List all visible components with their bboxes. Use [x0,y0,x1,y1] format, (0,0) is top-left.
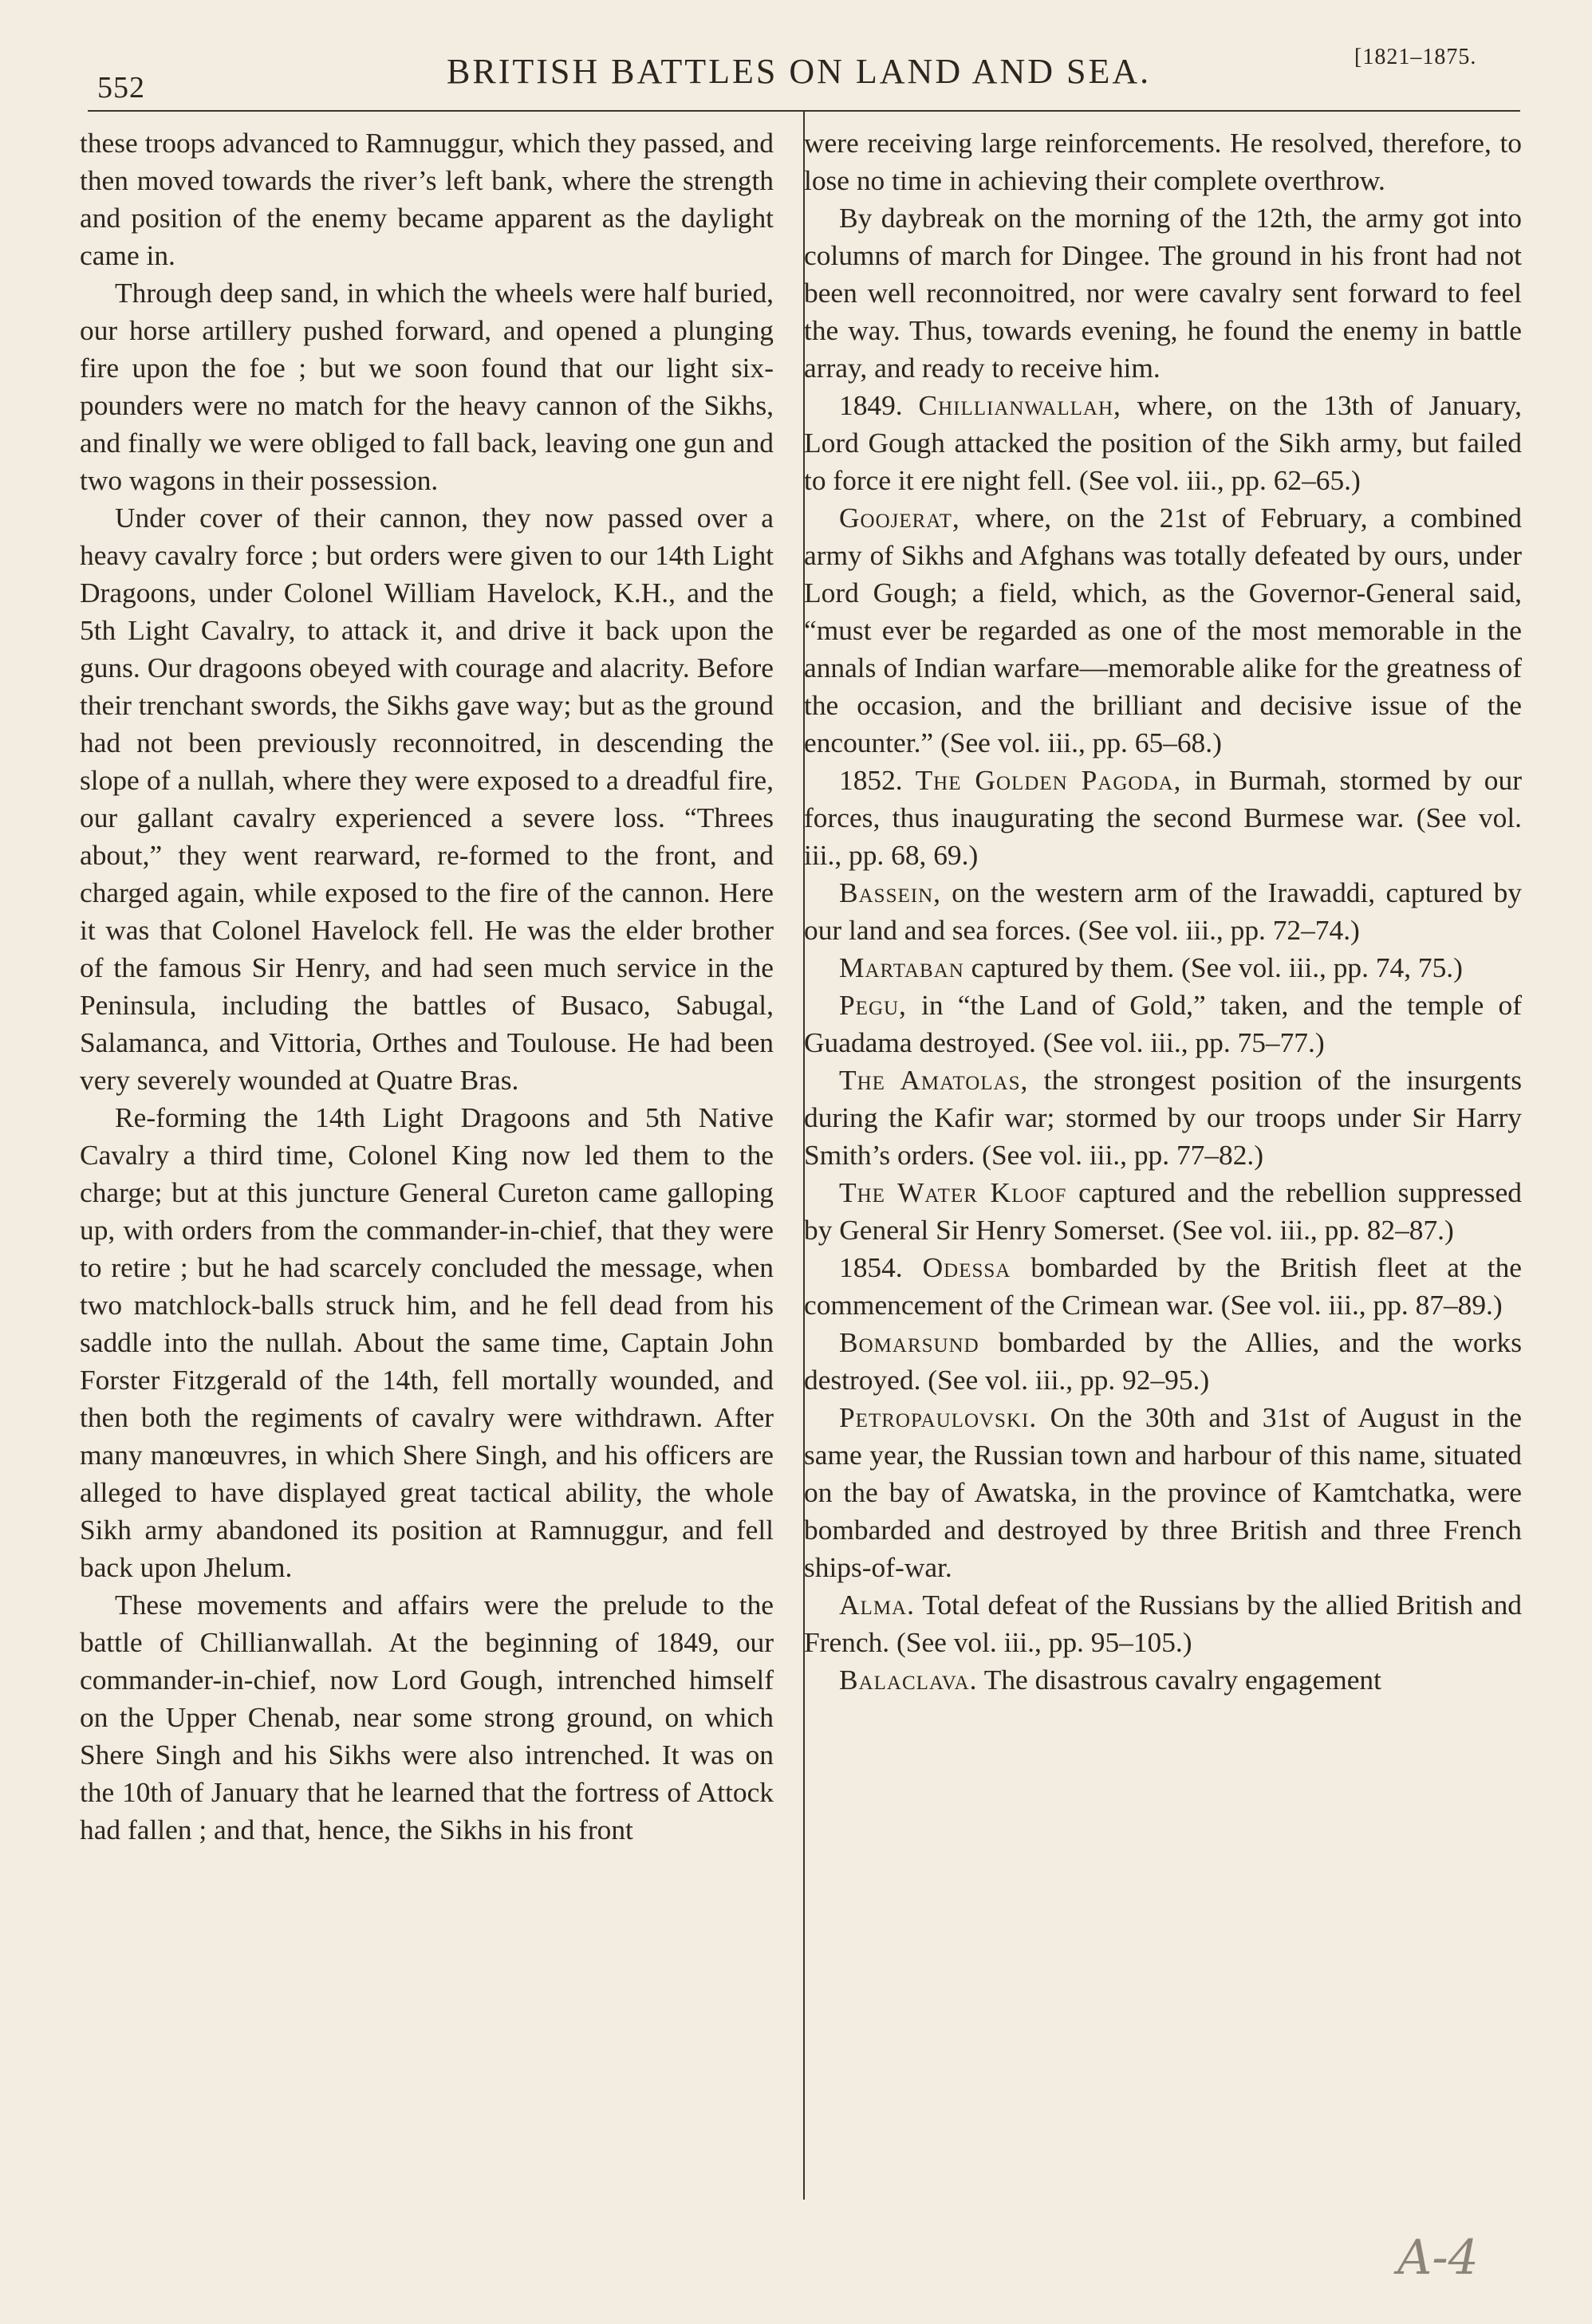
entry-text: On the 30th and 31st of August in the same year, the Russian town and harbour of this name, situated on the bay of Awatska, in the province of Kamtchatka, were bombarded and destroyed by three British and three French ships-of-war. [804,1401,1522,1583]
battle-name: Odessa [922,1251,1011,1283]
paragraph: Re-forming the 14th Light Dragoons and 5th Native Cavalry a third time, Colonel King now led them to the charge; but at this juncture General Cureton came galloping up, with orders from the commander-in-chief, that they were to retire ; but he had scarcely concluded the message, when two matchlock-balls struck him, and he fell dead from his saddle into the nullah. About the same time, Captain John Forster Fitzgerald of the 14th, fell mortally wounded, and then both the regiments of cavalry were withdrawn. After many manœuvres, in which Shere Singh, and his officers are alleged to have displayed great tactical ability, the whole Sikh army abandoned its position at Ramnuggur, and fell back upon Jhelum. [80,1101,774,1583]
battle-entry [804,1174,1522,1249]
battle-entry [804,1661,1522,1699]
battle-entry [804,1249,1522,1324]
paragraph: these troops advanced to Ramnuggur, which they passed, and then moved towards the river’s left bank, where the strength and position of the enemy became apparent as the daylight came in. [80,127,774,271]
entry-text: Total defeat of the Russians by the allied British and French. (See vol. iii., pp. 95–105.) [804,1589,1522,1658]
entry-text: captured by them. (See vol. iii., pp. 74, 75.) [971,951,1463,983]
date-range: [1821–1875. [1354,45,1477,69]
entry-year: 1849. [839,389,903,421]
battle-entry [804,1399,1522,1586]
paragraph: were receiving large reinforcements. He resolved, therefore, to lose no time in achieving their complete overthrow. [804,127,1522,196]
battle-entry [804,949,1522,987]
entry-text: in Burmah, stormed by our forces, thus inaugurating the second Burmese war. (See vol. iii., pp. 68, 69.) [804,764,1522,871]
battle-name: Bassein, [839,876,941,908]
entry-text: bombarded by the Allies, and the works destroyed. (See vol. iii., pp. 92–95.) [804,1326,1522,1396]
battle-name: Goojerat, [839,502,960,534]
handwritten-annotation: A-4 [1397,2230,1479,2286]
right-column [804,124,1522,1699]
battle-entry [804,987,1522,1062]
battle-name: Petropaulovski. [839,1401,1038,1433]
battle-name: The Amatolas, [839,1064,1029,1096]
battle-name: Alma. [839,1589,915,1621]
paragraph: Through deep sand, in which the wheels were half buried, our horse artillery pushed forward, and opened a plunging fire upon the foe ; but we soon found that our light six-pounders were no match for the heavy cannon of the Sikhs, and finally we were obliged to fall back, leaving one gun and two wagons in their possession. [80,277,774,496]
paragraph: These movements and affairs were the prelude to the battle of Chillianwallah. At the beginning of 1849, our commander-in-chief, now Lord Gough, intrenched himself on the Upper Chenab, near some strong ground, on which Shere Singh and his Sikhs were also intrenched. It was on the 10th of January that he learned that the fortress of Attock had fallen ; and that, hence, the Sikhs in his front [80,1589,774,1845]
battle-entry [804,387,1522,499]
entry-text: The disastrous cavalry engagement [983,1664,1381,1696]
battle-entry [804,1586,1522,1661]
entry-text: where, on the 13th of January, Lord Gough attacked the position of the Sikh army, but failed to force it ere night fell. (See vol. iii., pp. 62–65.) [804,389,1522,496]
left-column [80,124,774,1849]
battle-entry [804,762,1522,874]
battle-name: Martaban [839,951,964,983]
battle-entry [804,1324,1522,1399]
paragraph: Under cover of their cannon, they now passed over a heavy cavalry force ; but orders were given to our 14th Light Dragoons, under Colonel William Havelock, K.H., and the 5th Light Cavalry, to attack it, and drive it back upon the guns. Our dragoons obeyed with courage and alacrity. Before their trenchant swords, the Sikhs gave way; but as the ground had not been previously reconnoitred, in descending the slope of a nullah, where they were exposed to a dreadful fire, our gallant cavalry experienced a severe loss. “Threes about,” they went rearward, re-formed to the front, and charged again, while exposed to the fire of the cannon. Here it was that Colonel Havelock fell. He was the elder brother of the famous Sir Henry, and had seen much service in the Peninsula, including the battles of Busaco, Sabugal, Salamanca, and Vittoria, Orthes and Toulouse. He had been very severely wounded at Quatre Bras. [80,502,774,1096]
entry-text: on the western arm of the Irawaddi, captured by our land and sea forces. (See vol. iii., pp. 72–74.) [804,876,1522,946]
battle-name: Chillianwallah, [918,389,1121,421]
entry-text: in “the Land of Gold,” taken, and the temple of Guadama destroyed. (See vol. iii., pp. 75–77.) [804,989,1522,1058]
entry-text: the strongest position of the insurgents during the Kafir war; stormed by our troops under Sir Harry Smith’s orders. (See vol. iii., pp. 77–82.) [804,1064,1522,1171]
entry-year: 1854. [839,1251,903,1283]
battle-name: The Water Kloof [839,1176,1067,1208]
entry-text: captured and the rebellion suppressed by General Sir Henry Somerset. (See vol. iii., pp. 82–87.) [804,1176,1522,1246]
battle-name: Bomarsund [839,1326,979,1358]
page-number: 552 [97,71,145,104]
page-header [0,0,1592,120]
battle-entry [804,1062,1522,1174]
paragraph: By daybreak on the morning of the 12th, the army got into columns of march for Dingee. The ground in his front had not been well reconnoitred, nor were cavalry sent forward to feel the way. Thus, towards evening, he found the enemy in battle array, and ready to receive him. [804,202,1522,384]
entry-text: bombarded by the British fleet at the commencement of the Crimean war. (See vol. iii., pp. 87–89.) [804,1251,1522,1321]
battle-entry [804,874,1522,949]
battle-entry [804,499,1522,762]
battle-name: Balaclava. [839,1664,978,1696]
entry-text: where, on the 21st of February, a combined army of Sikhs and Afghans was totally defeated by ours, under Lord Gough; a field, which, as the Governor-General said, “must ever be regarded as one of the most memorable in the annals of Indian warfare—memorable alike for the greatness of the occasion, and the brilliant and decisive issue of the encounter.” (See vol. iii., pp. 65–68.) [804,502,1522,758]
entry-year: 1852. [839,764,903,796]
battle-name: The Golden Pagoda, [915,764,1182,796]
running-title: BRITISH BATTLES ON LAND AND SEA. [447,52,1152,91]
battle-name: Pegu, [839,989,907,1021]
